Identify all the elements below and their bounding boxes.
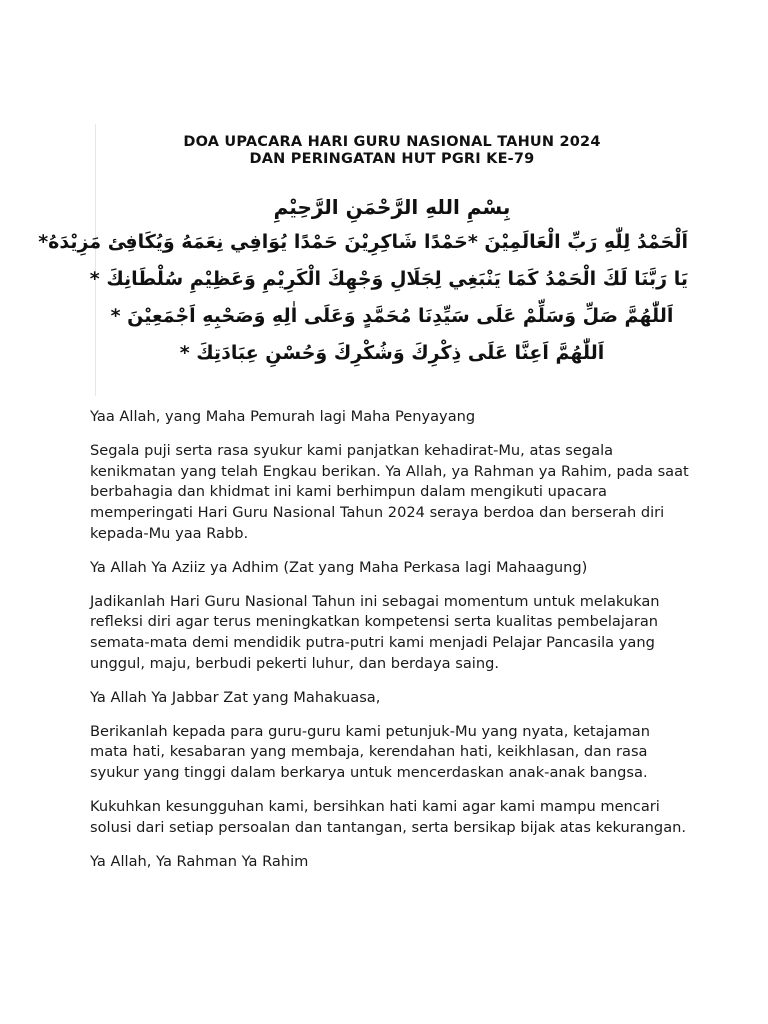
arabic-line-2: اَلْحَمْدُ لِلّٰهِ رَبِّ الْعَالَمِيْنَ *حَمْدًا شَاكِرِيْنَ حَمْدًا يُوَافِي نِعَمَهُ وَيُكَافِئ مَزِيْدَهُ* [38,231,688,253]
paragraph-invocation-3: Ya Allah Ya Jabbar Zat yang Mahakuasa, [90,688,381,706]
body-text [90,407,690,885]
paragraph-invocation-1: Yaa Allah, yang Maha Pemurah lagi Maha Penyayang [90,408,476,425]
paragraph-guidance: Berikanlah kepada para guru-guru kami petunjuk-Mu yang nyata, ketajaman mata hati, kesabaran yang membaja, kerendahan hati, keikhlasan, dan rasa syukur yang tinggi dalam berkarya untuk mencerdaskan anak-anak bangsa. [90,722,650,782]
paragraph-reflection: Jadikanlah Hari Guru Nasional Tahun ini sebagai momentum untuk melakukan refleksi diri agar terus meningkatkan kompetensi serta kualitas pembelajaran semata-mata demi mendidik putra-putri kami menjadi Pelajar Pancasila yang unggul, maju, berbudi pekerti luhur, dan berdaya saing. [90,592,660,672]
arabic-line-4: اَللّٰهُمَّ صَلِّ وَسَلِّمْ عَلَى سَيِّدِنَا مُحَمَّدٍ وَعَلَى اٰلِهِ وَصَحْبِهِ اَجْمَعِيْنَ * [110,305,674,327]
image-title-line-2: DAN PERINGATAN HUT PGRI KE-79 [249,151,535,167]
arabic-prayer-text [38,190,688,372]
paragraph-invocation-2: Ya Allah Ya Aziiz ya Adhim (Zat yang Maha Perkasa lagi Mahaagung) [90,558,588,576]
image-title-line-1: DOA UPACARA HARI GURU NASIONAL TAHUN 2024 [183,134,601,150]
paragraph-praise: Segala puji serta rasa syukur kami panjatkan kehadirat-Mu, atas segala kenikmatan yang telah Engkau berikan. Ya Allah, ya Rahman ya Rahim, pada saat berbahagia dan khidmat ini kami berhimpun dalam mengikuti upacara memperingati Hari Guru Nasional Tahun 2024 seraya berdoa dan berserah diri kepada-Mu yaa Rabb. [90,441,689,542]
arabic-line-5: اَللّٰهُمَّ اَعِنَّا عَلَى ذِكْرِكَ وَشُكْرِكَ وَحُسْنِ عِبَادَتِكَ * [179,342,605,364]
paragraph-invocation-4: Ya Allah, Ya Rahman Ya Rahim [90,852,309,870]
arabic-line-basmala: بِسْمِ اللهِ الرَّحْمَنِ الرَّحِيْمِ [273,195,511,219]
paragraph-strengthen: Kukuhkan kesungguhan kami, bersihkan hati kami agar kami mampu mencari solusi dari setiap persoalan dan tantangan, serta bersikap bijak atas kekurangan. [90,797,687,836]
image-title [96,134,688,168]
arabic-line-3: يَا رَبَّنَا لَكَ الْحَمْدُ كَمَا يَنْبَغِي لِجَلَالِ وَجْهِكَ الْكَرِيْمِ وَعَظِيْمِ سُلْطَانِكَ * [89,268,688,290]
prayer-header-image [38,124,688,396]
